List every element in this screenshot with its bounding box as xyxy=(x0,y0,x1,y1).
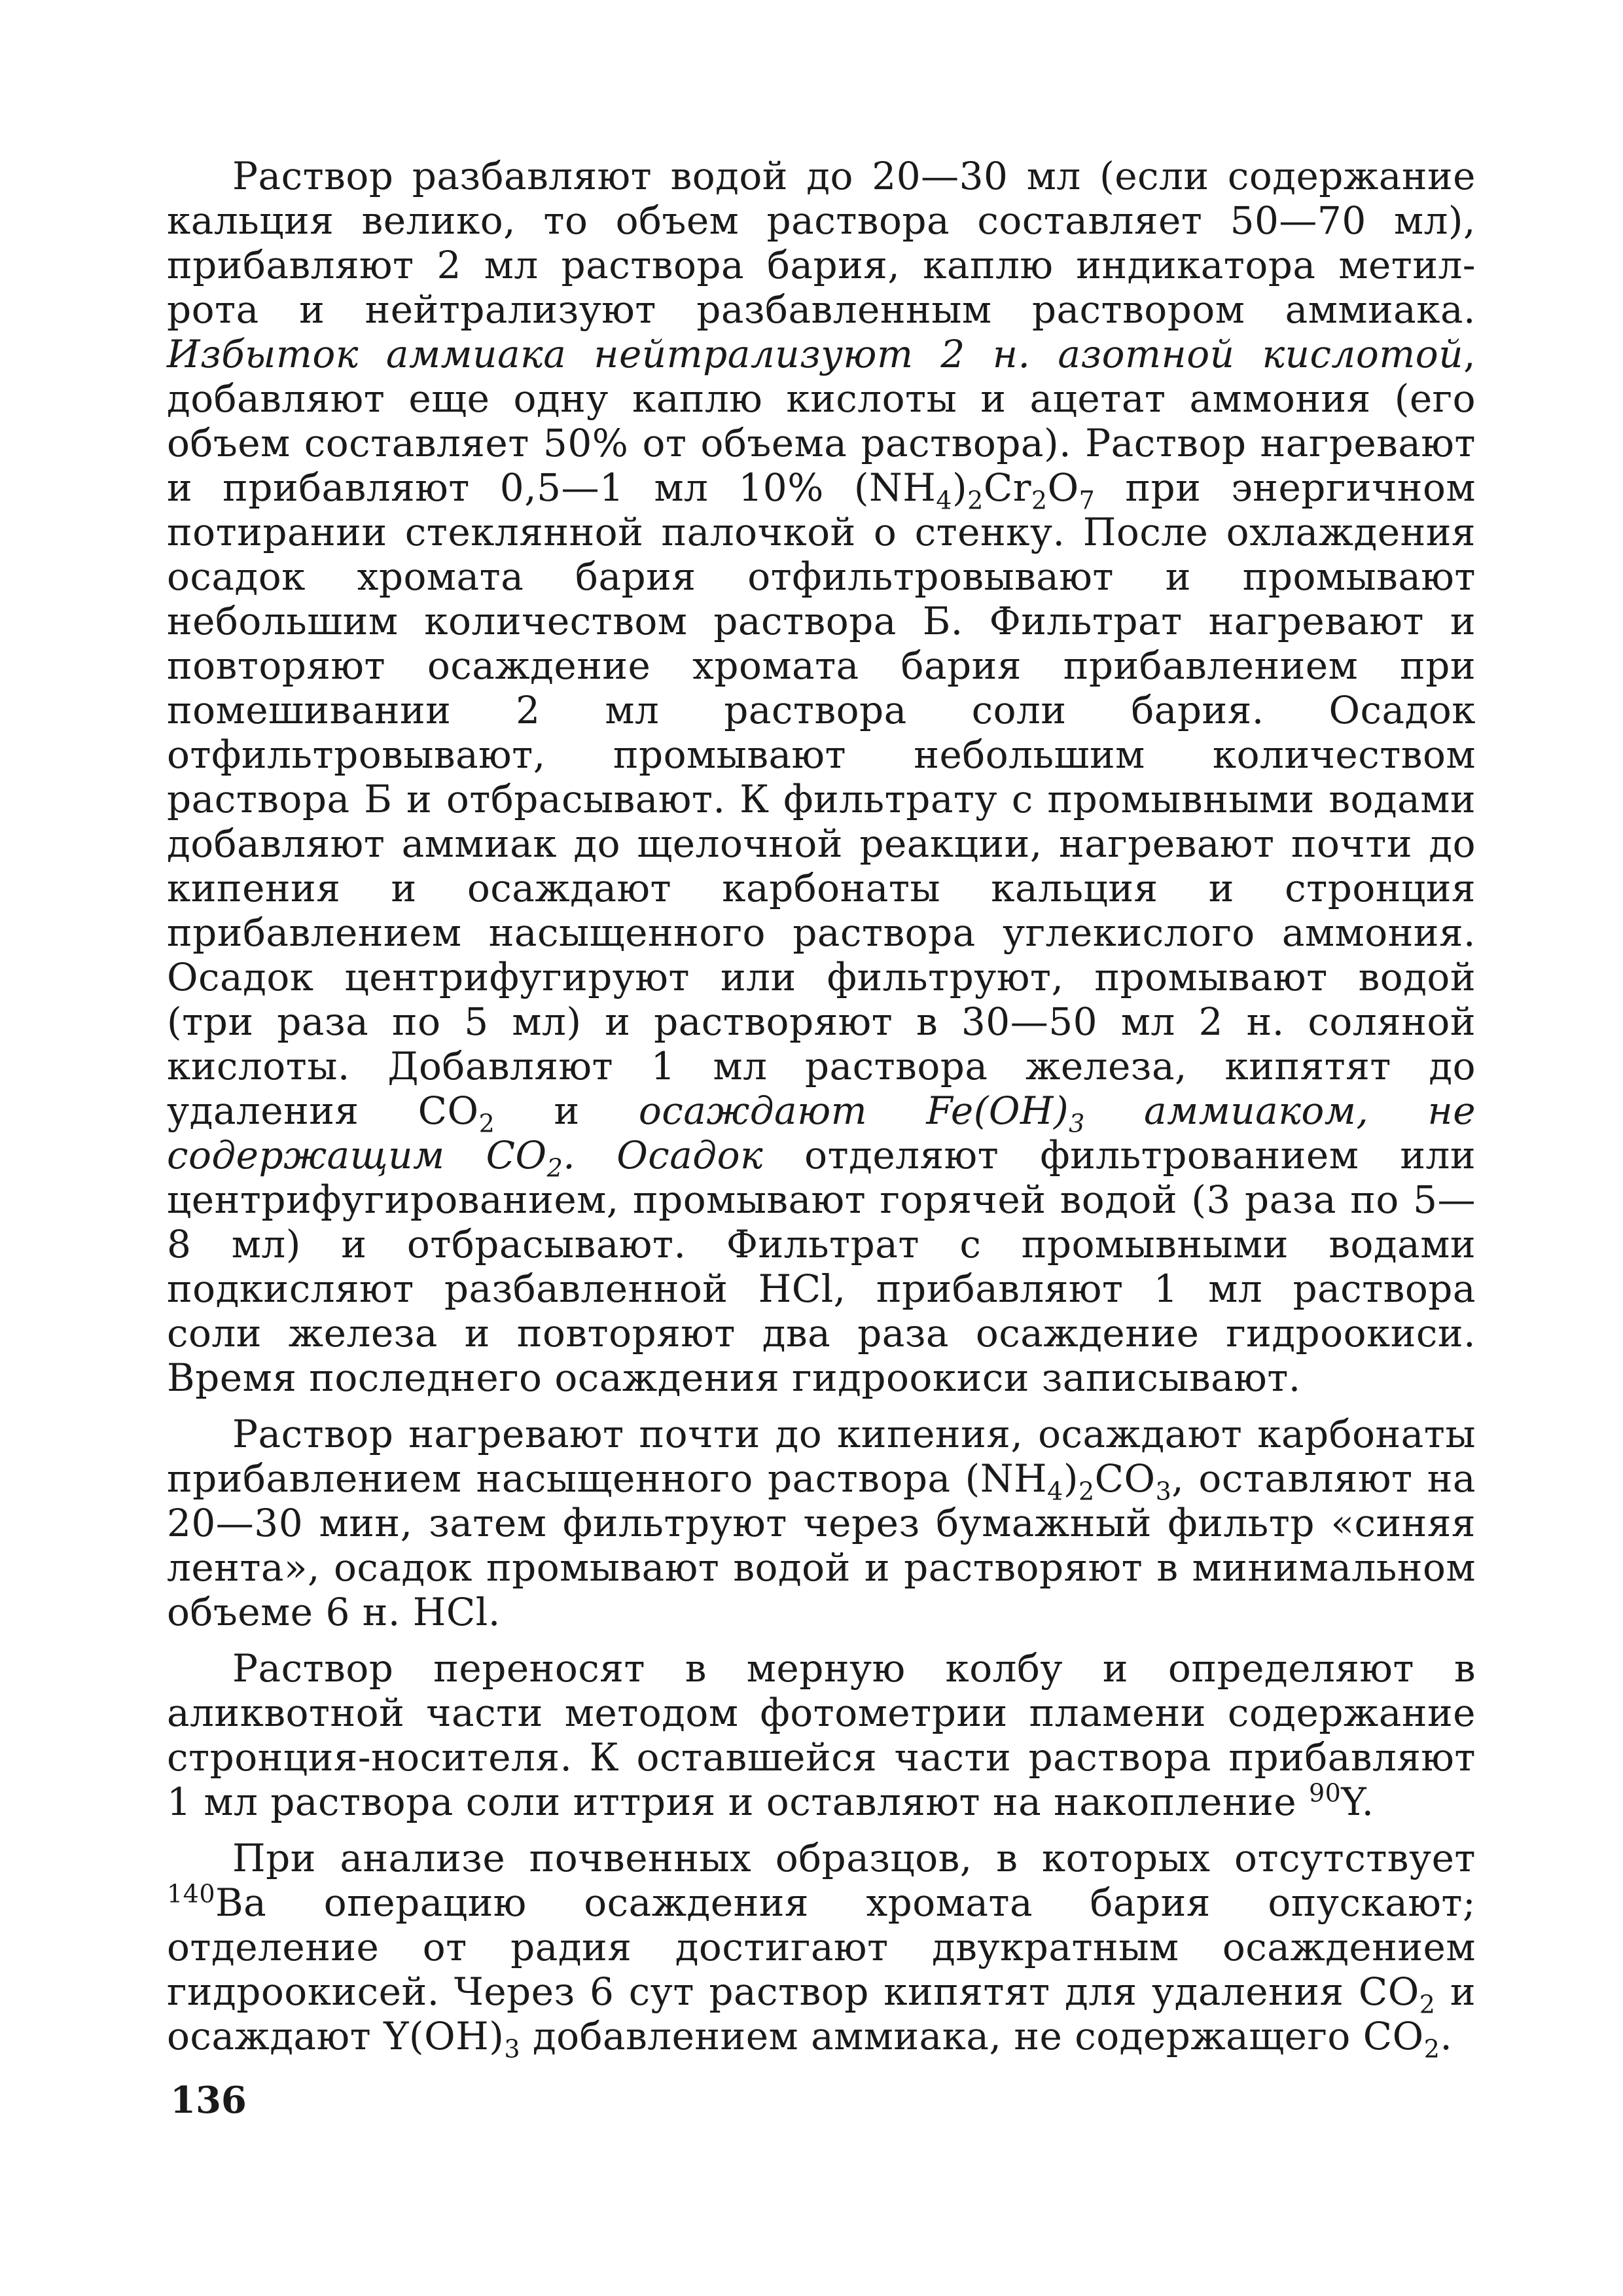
text-run: , оставляют на 20—30 мин, затем фильтруют через бумажный фильтр «синяя лента», осадок промывают водой и растворяют в минимальном объеме 6 н. HCl. xyxy=(167,1456,1476,1634)
text-run: CO xyxy=(1094,1456,1156,1501)
text-run: Cr xyxy=(983,465,1031,510)
text-run: 2 xyxy=(478,1109,495,1138)
text-run: при энергичном потирании стеклянной палочкой о стенку. После охлаждения осадок хромата бария отфильтровывают и промывают небольшим количеством раствора Б. Фильтрат нагревают и повторяют осаждение хромата бария прибавлением при помешивании 2 мл раствора соли бария. Осадок отфильтровывают, промывают небольшим количеством раствора Б и отбрасывают. К фильтрату с промывными водами добавляют аммиак до щелочной реакции, нагревают почти до кипения и осаждают карбонаты кальция и стронция прибавлением насыщенного раствора углекислого аммония. Осадок центрифугируют или фильтруют, промывают водой (три раза по 5 мл) и растворяют в 30—50 мл 2 н. соляной кислоты. Добавляют 1 мл раствора железа, кипятят до удаления CO xyxy=(167,465,1476,1133)
text-run: 7 xyxy=(1079,486,1096,515)
text-run: 2 xyxy=(546,1153,563,1183)
text-run: 3 xyxy=(504,2034,521,2064)
text-run: 90 xyxy=(1308,1778,1342,1808)
text-run: 2 xyxy=(967,486,984,515)
text-run: осаждают Fe(OH) xyxy=(638,1088,1069,1133)
text-run: отделяют фильтрованием или центрифугированием, промывают горячей водой (3 раза по 5—8 мл) и отбрасывают. Фильтрат с промывными водами подкисляют разбавленной HCl, прибавляют 1 мл раствора соли железа и повторяют два раза осаждение гидроокиси. Время последнего осаждения гидроокиси записывают. xyxy=(167,1133,1476,1400)
text-run: аммиаком, не содержащим CO xyxy=(167,1088,1476,1177)
paragraph-2 xyxy=(167,1412,1476,1634)
text-run: Избыток аммиака нейтрализуют 2 н. азотной кислотой xyxy=(167,332,1464,376)
text-run: добавлением аммиака, не содержащего CO xyxy=(520,2014,1424,2058)
paragraph-1 xyxy=(167,154,1476,1400)
text-run: O xyxy=(1047,465,1079,510)
text-run: Y. xyxy=(1341,1780,1374,1824)
paragraph-3 xyxy=(167,1646,1476,1824)
page-body xyxy=(167,154,1476,2064)
text-run: При анализе почвенных образцов, в которых отсутствует xyxy=(232,1836,1476,1880)
text-run: 2 xyxy=(1031,486,1048,515)
text-run: 2 xyxy=(1423,2034,1440,2064)
text-run: 3 xyxy=(1069,1109,1085,1138)
text-run: ) xyxy=(952,465,968,510)
text-run: . Осадок xyxy=(563,1133,764,1177)
text-run: . xyxy=(1440,2014,1453,2058)
text-run: ) xyxy=(1063,1456,1079,1501)
text-run: Раствор переносят в мерную колбу и определяют в аликвотной части методом фотометрии пламени содержание стронция-носителя. К оставшейся части раствора прибавляют 1 мл раствора соли иттрия и оставляют на накопление xyxy=(167,1646,1476,1824)
text-run: Ba операцию осаждения хромата бария опускают; отделение от радия достигают двукратным осаждением гидроокисей. Через 6 сут раствор кипятят для удаления CO xyxy=(167,1880,1476,2014)
text-run: , добавляют еще одну каплю кислоты и ацетат аммония (его объем составляет 50% от объема раствора). Раствор нагревают и прибавляют 0,5—1 мл 10% (NH xyxy=(167,332,1476,510)
text-run: и осаждают Y(OH) xyxy=(167,1969,1476,2058)
text-run: 2 xyxy=(1078,1477,1095,1506)
text-run: 140 xyxy=(167,1879,216,1909)
text-run: Раствор нагревают почти до кипения, осаждают карбонаты прибавлением насыщенного раствора (NH xyxy=(167,1412,1476,1501)
paragraph-4 xyxy=(167,1836,1476,2064)
text-run: 4 xyxy=(936,486,952,515)
text-run: Раствор разбавляют водой до 20—30 мл (если содержание кальция велико, то объем раствора составляет 50—70 мл), прибавляют 2 мл раствора бария, каплю индикатора метил-рота и нейтрализуют разбавленным раствором аммиака. xyxy=(167,154,1476,332)
text-run: 4 xyxy=(1047,1477,1063,1506)
text-run: 2 xyxy=(1419,1990,1436,2019)
text-run: и xyxy=(495,1088,639,1133)
text-run: 3 xyxy=(1155,1477,1172,1506)
page-number: 136 xyxy=(170,2079,247,2122)
